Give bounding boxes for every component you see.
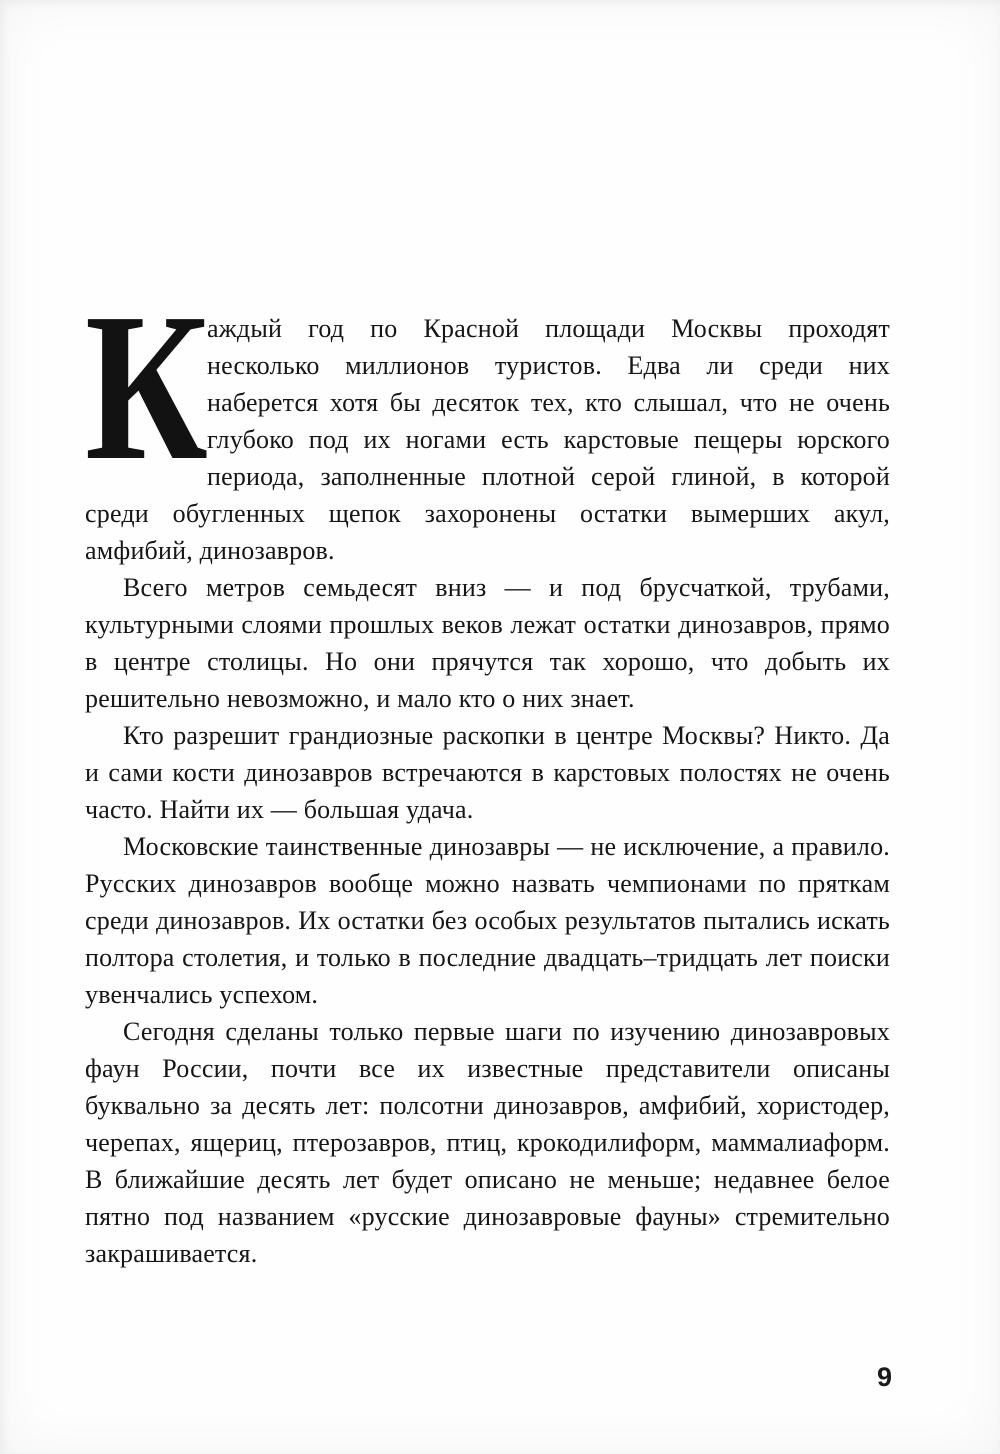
paragraph-1 <box>85 269 890 569</box>
paragraph-3: Кто разрешит грандиозные раскопки в центре Москвы? Никто. Да и сами кости динозавров встречаются в карстовых полостях не очень часто. Найти их — большая удача. <box>85 721 890 824</box>
paragraph-4: Московские таинственные динозавры — не исключение, а правило. Русских динозавров вообще можно назвать чемпионами по пряткам среди динозавров. Их остатки без особых результатов пытались искать полтора столетия, и только в последние двадцать–тридцать лет поиски увенчались успехом. <box>85 832 890 1009</box>
paragraph-1-text: аждый год по Красной площади Москвы проходят несколько миллионов туристов. Едва ли среди них наберется хотя бы десяток тех, кто слышал, что не очень глубоко под их ногами есть карстовые пещеры юрского периода, заполненные плотной серой глиной, в которой среди обугленных щепок захоронены остатки вымерших акул, амфибий, динозавров. <box>85 314 890 565</box>
drop-cap-letter: К <box>85 269 209 504</box>
page-number: 9 <box>876 1362 892 1392</box>
body-text <box>85 269 890 1272</box>
drop-cap-box <box>85 269 209 504</box>
paragraph-5: Сегодня сделаны только первые шаги по изучению динозавровых фаун России, почти все их известные представители описаны буквально за десять лет: полсотни динозавров, амфибий, хористодер, черепах, ящериц, птерозавров, птиц, крокодилиформ, маммалиаформ. В ближайшие десять лет будет описано не меньше; недавнее белое пятно под названием «русские динозавровые фауны» стремительно закрашивается. <box>85 1017 890 1268</box>
paragraph-2: Всего метров семьдесят вниз — и под брусчаткой, трубами, культурными слоями прошлых веков лежат остатки динозавров, прямо в центре столицы. Но они прячутся так хорошо, что добыть их решительно невозможно, и мало кто о них знает. <box>85 573 890 713</box>
